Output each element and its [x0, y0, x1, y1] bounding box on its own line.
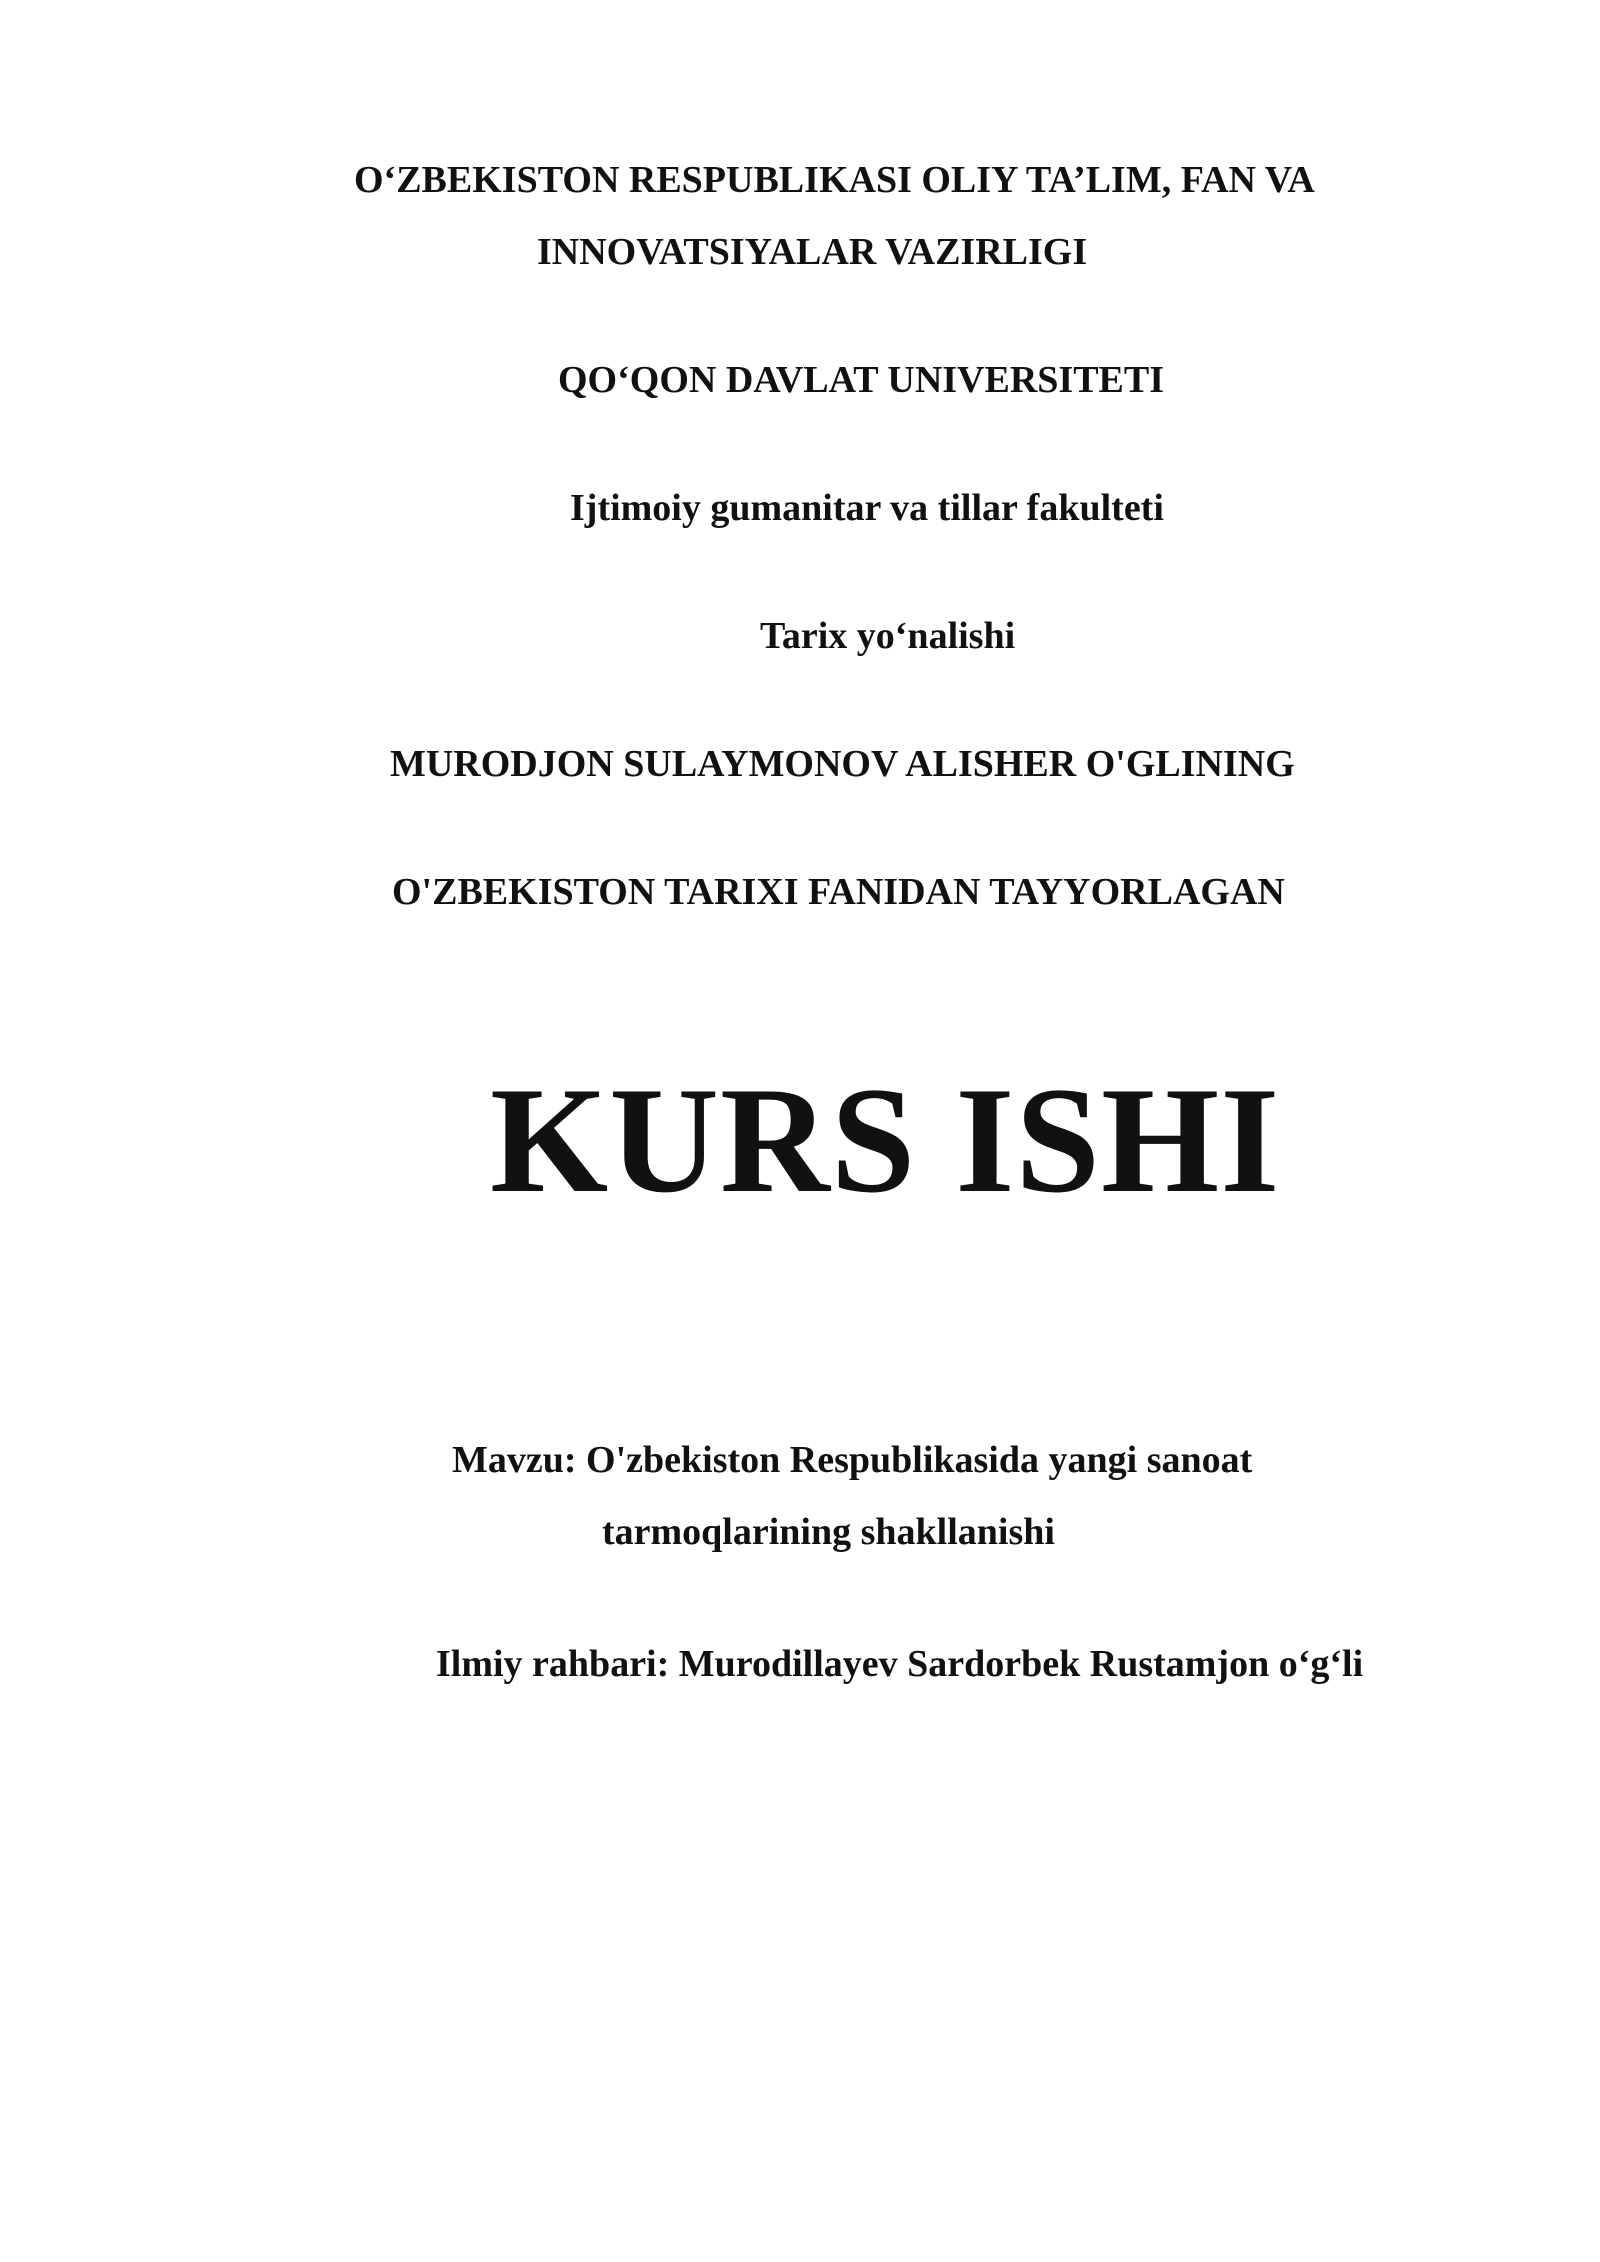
faculty-name: Ijtimoiy gumanitar va tillar fakulteti: [570, 487, 1164, 529]
ministry-line-1: O‘ZBEKISTON RESPUBLIKASI OLIY TA’LIM, FAN VA: [354, 159, 1315, 201]
topic-line-1: Mavzu: O'zbekiston Respublikasida yangi sanoat: [452, 1439, 1253, 1481]
ministry-line-2: INNOVATSIYALAR VAZIRLIGI: [537, 231, 1088, 273]
author-line-2: O'ZBEKISTON TARIXI FANIDAN TAYYORLAGAN: [392, 871, 1285, 913]
direction-name: Tarix yo‘nalishi: [760, 615, 1016, 657]
supervisor-line: Ilmiy rahbari: Murodillayev Sardorbek Rustamjon o‘g‘li: [436, 1643, 1364, 1685]
document-type-title: KURS ISHI: [490, 1056, 1281, 1224]
author-line-1: MURODJON SULAYMONOV ALISHER O'GLINING: [390, 743, 1295, 785]
university-name: QO‘QON DAVLAT UNIVERSITETI: [558, 359, 1165, 401]
topic-line-2: tarmoqlarining shakllanishi: [602, 1511, 1055, 1553]
